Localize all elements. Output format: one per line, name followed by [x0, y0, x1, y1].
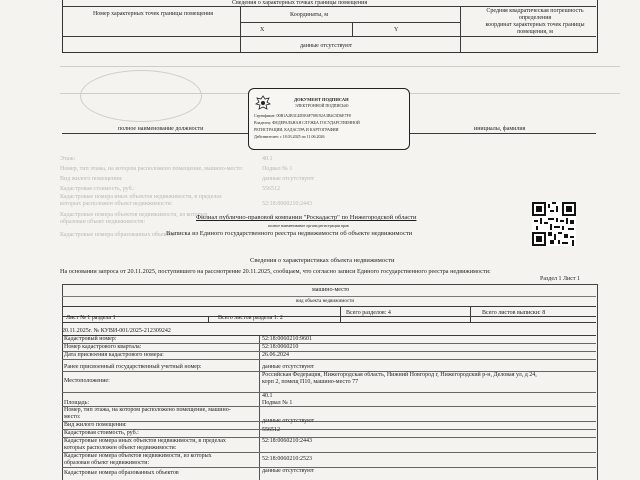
table-row-quarter-number: Номер кадастрового квартала: 52:18:0060210	[62, 344, 596, 352]
organization-name: Филиал публично-правовой компании "Роскадастр" по Нижегородской области	[196, 214, 417, 221]
precision-header: Средняя квадратическая погрешность определения координат характерных точек границы помещения, м	[485, 8, 585, 35]
point-number-header: Номер характерных точек границы помещения	[92, 11, 214, 17]
stamp-certificate: Сертификат: 00B1A2B3C4D5E6F708192A3B4C5D6E7F8	[254, 113, 351, 118]
total-sheets: Всего листов выписки: 8	[482, 310, 546, 316]
request-text: На основании запроса от 20.11.2025, поступившего на рассмотрение 20.11.2025, сообщаем, что согласно записи Единого государственного реестра недвижимости:	[60, 268, 491, 275]
table-row-assignment-date: Дата присвоения кадастрового номера: 26.06.2024	[62, 352, 596, 360]
table-row-formed-objects: Кадастровые номера образованных объектов данные отсутствуют	[64, 468, 315, 476]
object-type: машино-место	[312, 287, 350, 293]
table-row-area: Площадь:	[62, 400, 596, 407]
table-row-previous-number: Ранее присвоенный государственный учетный номер: данные отсутствуют	[62, 364, 596, 372]
stamp-owner: Владелец: ФЕДЕРАЛЬНАЯ СЛУЖБА ГОСУДАРСТВЕННОЙ	[254, 120, 360, 125]
stamp-owner-cont: РЕГИСТРАЦИИ, КАДАСТРА И КАРТОГРАФИИ	[254, 127, 339, 132]
object-type-caption: вид объекта недвижимости	[296, 299, 355, 304]
total-sections: Всего разделов: 4	[346, 310, 391, 316]
sheet-label: Лист № 1 раздела 1	[66, 315, 116, 321]
electronic-signature-stamp	[248, 88, 410, 150]
table-row-area-value: 40.1	[262, 393, 273, 399]
coordinates-header: Координаты, м	[290, 12, 329, 18]
no-data-text: данные отсутствуют	[300, 43, 353, 49]
table-row-parent-objects: Кадастровые номера иных объектов недвижимости, в пределах которых расположен объект недвижимости: 52:18:0060210:2443	[62, 438, 596, 453]
table-row-location: Местоположение: Российская Федерация, Нижегородская область, Нижний Новгород г, Нижегородский р-н, Деловая ул, д 24, корп 2, помещ П10, машино-место 77	[62, 372, 596, 393]
section-sheet-label: Раздел 1 Лист 1	[540, 276, 581, 282]
y-column-header: Y	[394, 27, 399, 33]
scanned-document-page: Сведения о характерных точках границы помещения Номер характерных точек границы помещения Координаты, м Средняя квадратическая погрешность определения координат характерных точек границы помещения, м X Y данные отсутствуют ДОКУМЕНТ ПОДПИСАН ЭЛЕКТРОННОЙ ПОДПИСЬЮ Сертификат: 00B1A2B3C4D5E6F708192A3B4C5D6E7F8 Владелец: ФЕДЕРАЛЬНАЯ СЛУЖБА ГОСУДАРСТВЕННОЙ РЕГИСТРАЦИИ, КАДАСТРА И КАРТОГРАФИИ Действителен: с 18.03.2025 по 11.06.2026 полное наименование должности инициалы, фамилия Этаж: Номер, тип этажа, на котором расположено помещение, машино-место: Вид жилого помещения: Кадастровая стоимость, руб.: Кадастровые номера иных объектов недвижимости, в пределах которых расположен объект недвижимости: Кадастровые номера объектов недвижимости, из которых образован объект недвижимости: Кадастровые номера образованных объектов 40.1 Подвал № 1 данные отсутствуют 556512 52:18:0060210:2443 Филиал публично-правовой компании "Роскадастр" по Нижегородской области полное наименование органа регистрации прав Выписка из Единого государственного реестра недвижимости об объекте недвижимости Сведения о характеристиках объекта недвижимости На основании запроса от 20.11.2025, поступившего на рассмотрение 20.11.2025, сообщаем, что согласно записи Единого государственного реестра недвижимости: Раздел 1 Лист 1 машино-место вид объекта недвижимости Лист № 1 раздела 1 Всего листов раздела 1: 2 Всего разделов: 4 Всего листов выписки: 8 20.11.2025г. № КУВИ-001/2025-212309242 Кадастровый номер: 52:18:0060210:9601 Номер кадастрового квартала: 52:18:0060210 Дата присвоения кадастрового номера: 26.06.2024 Ранее присвоенный государственный учетный номер: данные отсутствуют Местоположение: Российская Федерация, Нижегородская область, Нижний Новгород г, Нижегородский р-н, Деловая ул, д 24, корп 2, помещ П10, машино-место 77 40.1 Площадь: Номер, тип этажа, на котором расположено помещение, машино- место: Подвал № 1 Вид жилого помещения: данные отсутствуют Кадастровая стоимость, руб.: 556512 Кадастровые номера иных объектов недвижимости, в пределах которых расположен объект недвижимости: 52:18:0060210:2443 Кадастровые номера объектов недвижимости, из которых образован объект недвижимости: 52:18:0060210:2523 Кадастровые номера образованных объектов данные отсутствуют	[0, 0, 640, 480]
table-row-floor: Номер, тип этажа, на котором расположено помещение, машино- место: Подвал № 1	[62, 407, 596, 422]
ghost-seal-outline	[80, 70, 202, 122]
stamp-title: ДОКУМЕНТ ПОДПИСАН	[294, 97, 349, 102]
coordinates-section-title: Сведения о характерных точках границы помещения	[232, 0, 368, 6]
table-row-living-type: Вид жилого помещения: данные отсутствуют	[62, 422, 596, 430]
document-number: 20.11.2025г. № КУВИ-001/2025-212309242	[62, 328, 171, 334]
table-row-cadastral-value: Кадастровая стоимость, руб.: 556512	[62, 430, 596, 438]
stamp-validity: Действителен: с 18.03.2025 по 11.06.2026	[254, 134, 325, 139]
x-column-header: X	[260, 27, 265, 33]
extract-title: Выписка из Единого государственного реестра недвижимости об объекте недвижимости	[166, 230, 413, 237]
table-row-source-objects: Кадастровые номера объектов недвижимости, из которых образован объект недвижимости: 52:18:0060210:2523	[62, 453, 596, 468]
table-row-cadastral-number: Кадастровый номер: 52:18:0060210:9601	[62, 336, 596, 344]
position-caption: полное наименование должности	[118, 126, 204, 132]
stamp-subtitle: ЭЛЕКТРОННОЙ ПОДПИСЬЮ	[295, 103, 349, 108]
emblem-icon	[255, 95, 271, 111]
total-sheets-section: Всего листов раздела 1: 2	[218, 315, 283, 321]
organization-caption: полное наименование органа регистрации прав	[268, 223, 349, 228]
name-caption: инициалы, фамилия	[474, 126, 526, 132]
qr-code-icon	[532, 202, 576, 246]
section-name: Сведения о характеристиках объекта недвижимости	[250, 257, 395, 264]
